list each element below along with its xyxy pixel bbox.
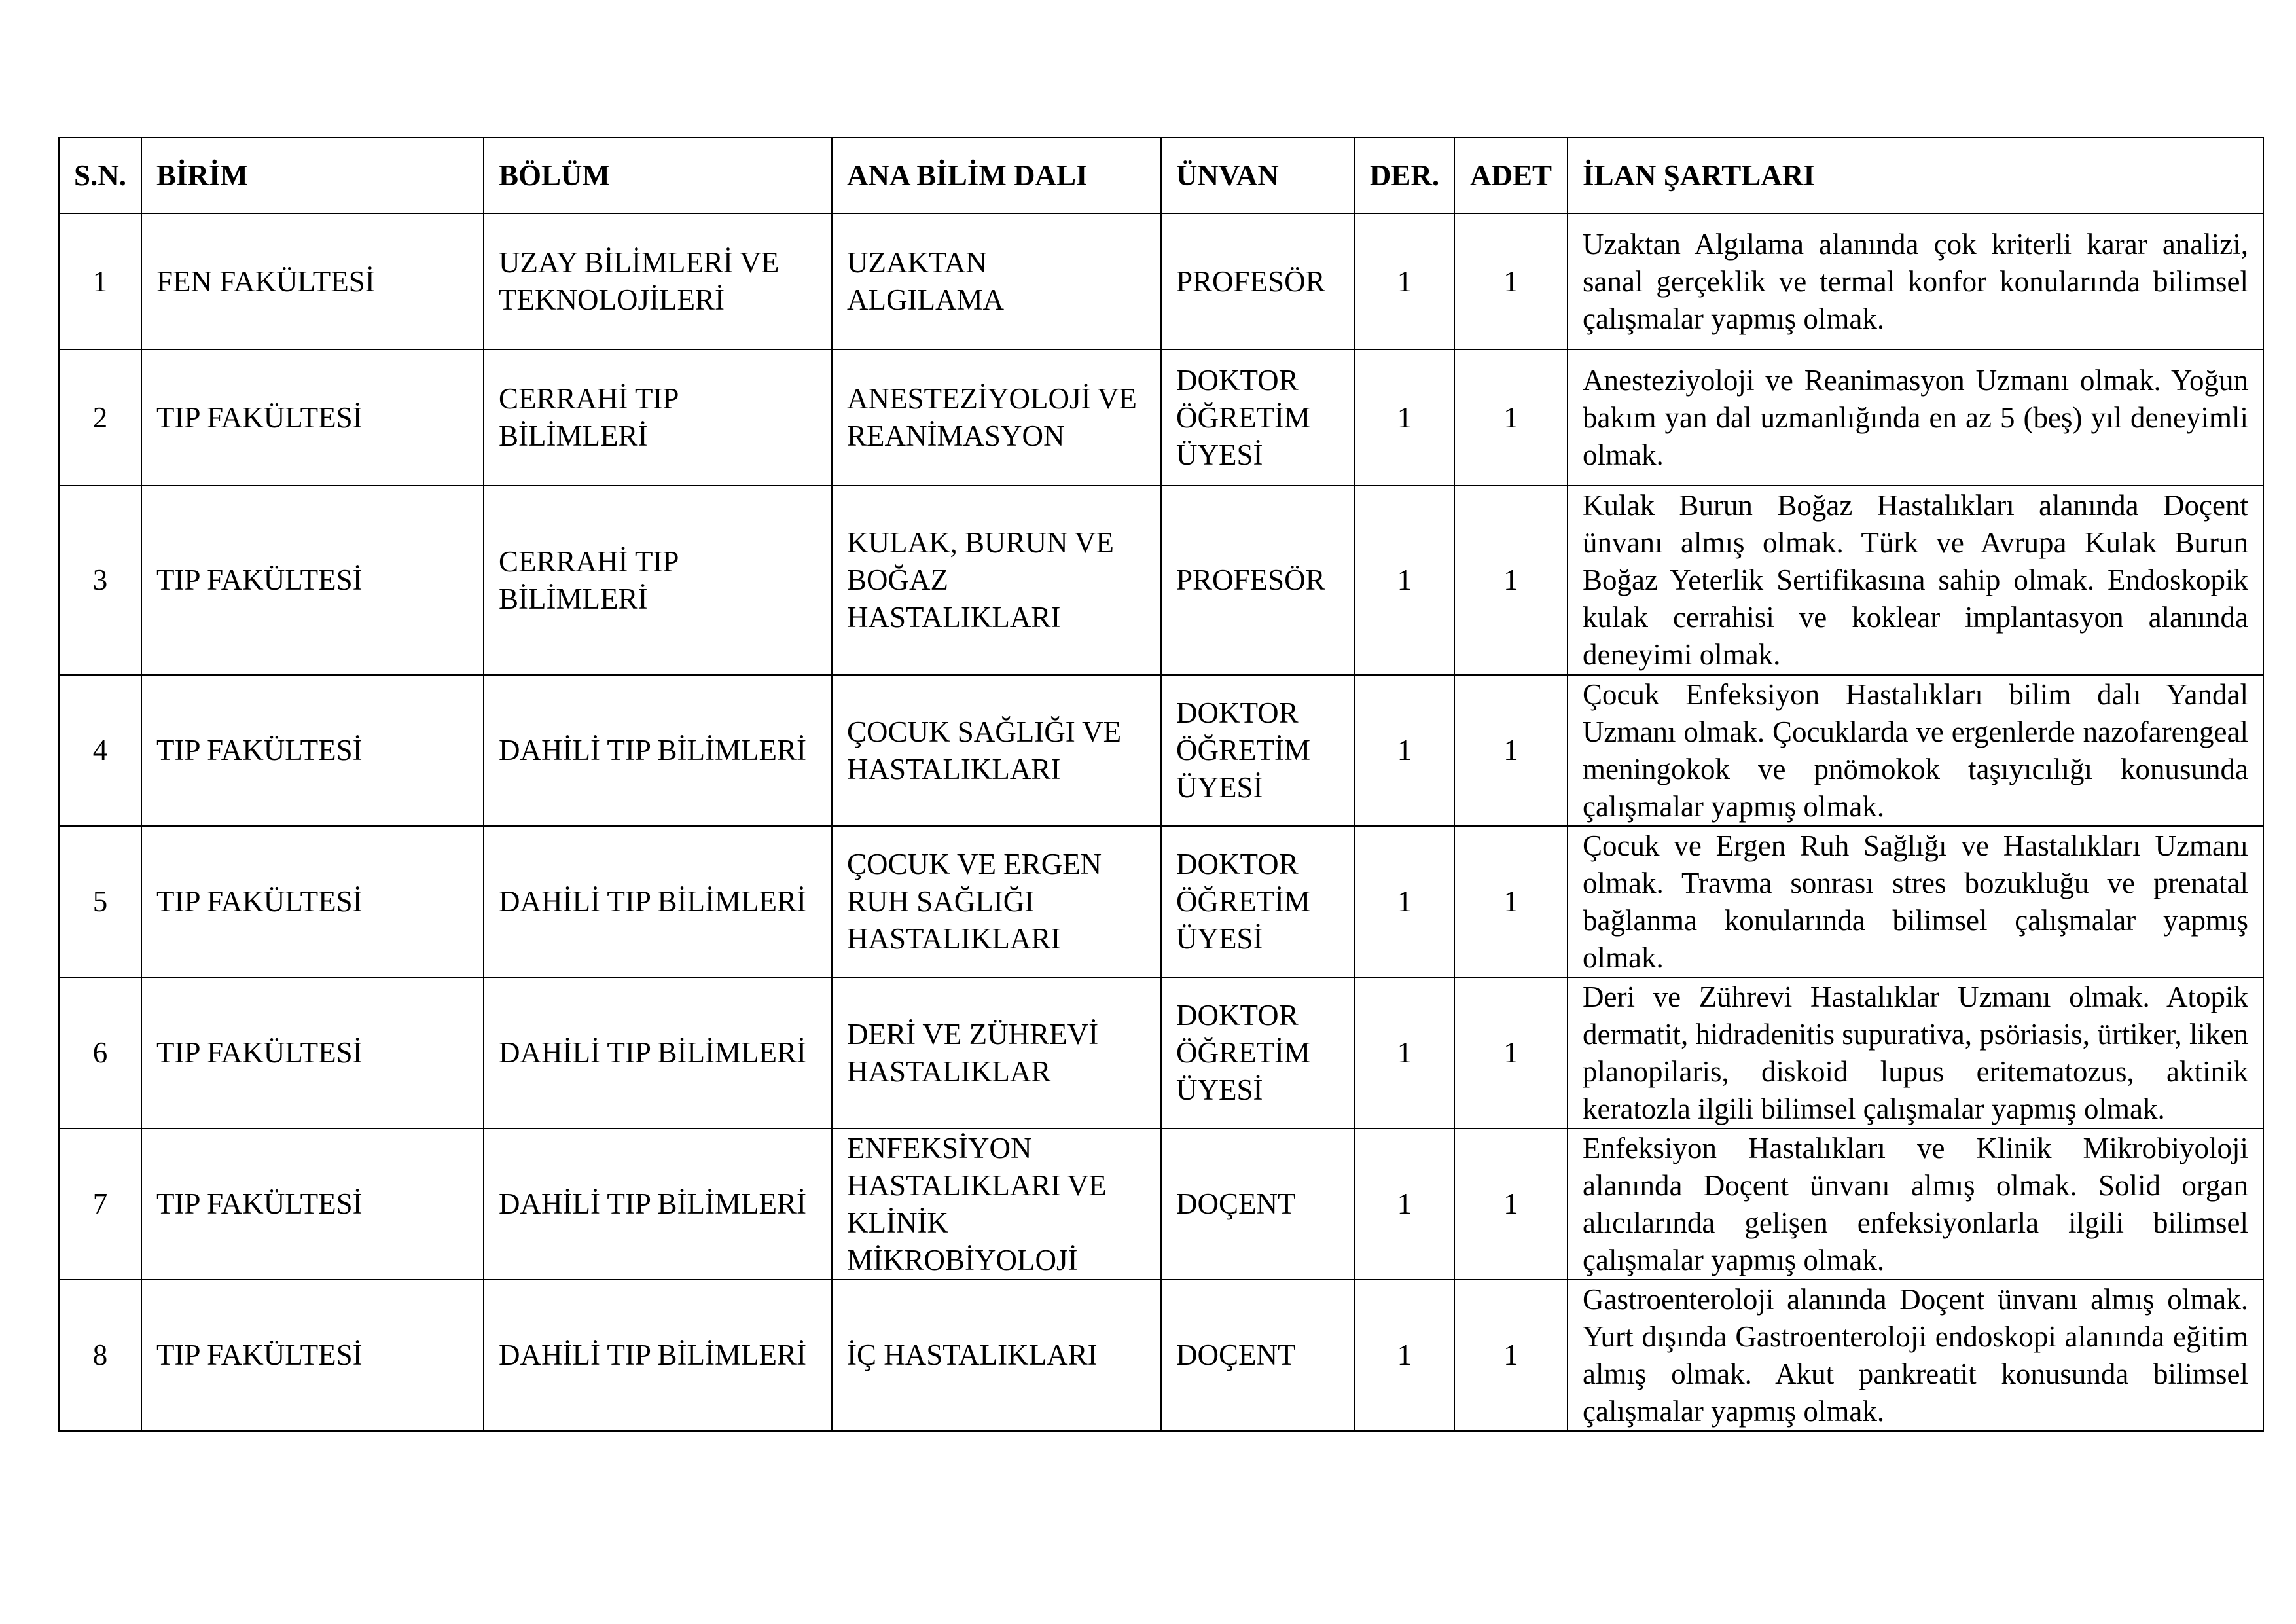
header-unvan: ÜNVAN [1161, 137, 1355, 213]
cell-ilan-sartlari: Enfeksiyon Hastalıkları ve Klinik Mikrobiyoloji alanında Doçent ünvanı almış olmak. Solid organ alıcılarında gelişen enfeksiyonlarla ilgili bilimsel çalışmalar yapmış olmak. [1568, 1128, 2263, 1280]
header-adet: ADET [1454, 137, 1568, 213]
cell-ana-bilim-dali: KULAK, BURUN VE BOĞAZ HASTALIKLARI [832, 486, 1161, 675]
cell-unvan: PROFESÖR [1161, 486, 1355, 675]
cell-unvan: DOKTOR ÖĞRETİM ÜYESİ [1161, 350, 1355, 486]
cell-ana-bilim-dali: UZAKTAN ALGILAMA [832, 213, 1161, 350]
cell-ilan-sartlari: Kulak Burun Boğaz Hastalıkları alanında Doçent ünvanı almış olmak. Türk ve Avrupa Kulak Burun Boğaz Yeterlik Sertifikasına sahip olmak. Endoskopik kulak cerrahisi ve koklear implantasyon alanında deneyimi olmak. [1568, 486, 2263, 675]
table-header-row [59, 137, 2263, 213]
cell-der: 1 [1355, 486, 1454, 675]
cell-birim: TIP FAKÜLTESİ [141, 350, 484, 486]
cell-sn: 8 [59, 1280, 141, 1431]
cell-ana-bilim-dali: ÇOCUK SAĞLIĞI VE HASTALIKLARI [832, 675, 1161, 826]
cell-ana-bilim-dali: ANESTEZİYOLOJİ VE REANİMASYON [832, 350, 1161, 486]
cell-adet: 1 [1454, 213, 1568, 350]
cell-ilan-sartlari: Gastroenteroloji alanında Doçent ünvanı almış olmak. Yurt dışında Gastroenteroloji endoskopi alanında eğitim almış olmak. Akut pankreatit konusunda bilimsel çalışmalar yapmış olmak. [1568, 1280, 2263, 1431]
cell-ilan-sartlari: Anesteziyoloji ve Reanimasyon Uzmanı olmak. Yoğun bakım yan dal uzmanlığında en az 5 (beş) yıl deneyimli olmak. [1568, 350, 2263, 486]
cell-unvan: DOKTOR ÖĞRETİM ÜYESİ [1161, 977, 1355, 1128]
table-row [59, 1128, 2263, 1280]
header-ana-bilim-dali: ANA BİLİM DALI [832, 137, 1161, 213]
cell-unvan: DOÇENT [1161, 1128, 1355, 1280]
cell-adet: 1 [1454, 1128, 1568, 1280]
cell-bolum: UZAY BİLİMLERİ VE TEKNOLOJİLERİ [484, 213, 832, 350]
table-row [59, 826, 2263, 977]
table-row [59, 486, 2263, 675]
cell-ana-bilim-dali: DERİ VE ZÜHREVİ HASTALIKLAR [832, 977, 1161, 1128]
cell-bolum: DAHİLİ TIP BİLİMLERİ [484, 1280, 832, 1431]
cell-unvan: DOÇENT [1161, 1280, 1355, 1431]
cell-birim: TIP FAKÜLTESİ [141, 1128, 484, 1280]
cell-sn: 6 [59, 977, 141, 1128]
header-bolum: BÖLÜM [484, 137, 832, 213]
cell-adet: 1 [1454, 350, 1568, 486]
header-der: DER. [1355, 137, 1454, 213]
table-row [59, 675, 2263, 826]
cell-der: 1 [1355, 675, 1454, 826]
cell-unvan: PROFESÖR [1161, 213, 1355, 350]
cell-sn: 4 [59, 675, 141, 826]
cell-bolum: DAHİLİ TIP BİLİMLERİ [484, 675, 832, 826]
cell-bolum: DAHİLİ TIP BİLİMLERİ [484, 1128, 832, 1280]
cell-ilan-sartlari: Çocuk ve Ergen Ruh Sağlığı ve Hastalıkları Uzmanı olmak. Travma sonrası stres bozukluğu ve prenatal bağlanma konularında bilimsel çalışmalar yapmış olmak. [1568, 826, 2263, 977]
cell-ana-bilim-dali: İÇ HASTALIKLARI [832, 1280, 1161, 1431]
cell-adet: 1 [1454, 826, 1568, 977]
cell-der: 1 [1355, 350, 1454, 486]
cell-birim: TIP FAKÜLTESİ [141, 826, 484, 977]
cell-bolum: CERRAHİ TIP BİLİMLERİ [484, 350, 832, 486]
cell-der: 1 [1355, 1280, 1454, 1431]
cell-der: 1 [1355, 826, 1454, 977]
header-ilan-sartlari: İLAN ŞARTLARI [1568, 137, 2263, 213]
table-row [59, 350, 2263, 486]
cell-adet: 1 [1454, 977, 1568, 1128]
cell-sn: 7 [59, 1128, 141, 1280]
table-row [59, 1280, 2263, 1431]
cell-adet: 1 [1454, 486, 1568, 675]
cell-sn: 3 [59, 486, 141, 675]
cell-ilan-sartlari: Uzaktan Algılama alanında çok kriterli karar analizi, sanal gerçeklik ve termal konfor konularında bilimsel çalışmalar yapmış olmak. [1568, 213, 2263, 350]
cell-sn: 2 [59, 350, 141, 486]
cell-sn: 5 [59, 826, 141, 977]
cell-ana-bilim-dali: ENFEKSİYON HASTALIKLARI VE KLİNİK MİKROBİYOLOJİ [832, 1128, 1161, 1280]
cell-der: 1 [1355, 1128, 1454, 1280]
table-row [59, 977, 2263, 1128]
cell-birim: FEN FAKÜLTESİ [141, 213, 484, 350]
cell-birim: TIP FAKÜLTESİ [141, 675, 484, 826]
cell-ana-bilim-dali: ÇOCUK VE ERGEN RUH SAĞLIĞI HASTALIKLARI [832, 826, 1161, 977]
cell-der: 1 [1355, 977, 1454, 1128]
cell-bolum: DAHİLİ TIP BİLİMLERİ [484, 977, 832, 1128]
header-sn: S.N. [59, 137, 141, 213]
cell-adet: 1 [1454, 1280, 1568, 1431]
cell-birim: TIP FAKÜLTESİ [141, 1280, 484, 1431]
cell-ilan-sartlari: Deri ve Zührevi Hastalıklar Uzmanı olmak. Atopik dermatit, hidradenitis supurativa, psöriasis, ürtiker, liken planopilaris, diskoid lupus eritematozus, aktinik keratozla ilgili bilimsel çalışmalar yapmış olmak. [1568, 977, 2263, 1128]
cell-sn: 1 [59, 213, 141, 350]
cell-birim: TIP FAKÜLTESİ [141, 977, 484, 1128]
cell-bolum: CERRAHİ TIP BİLİMLERİ [484, 486, 832, 675]
cell-birim: TIP FAKÜLTESİ [141, 486, 484, 675]
cell-unvan: DOKTOR ÖĞRETİM ÜYESİ [1161, 826, 1355, 977]
table-row [59, 213, 2263, 350]
cell-der: 1 [1355, 213, 1454, 350]
job-listing-table [58, 137, 2264, 1432]
cell-bolum: DAHİLİ TIP BİLİMLERİ [484, 826, 832, 977]
cell-ilan-sartlari: Çocuk Enfeksiyon Hastalıkları bilim dalı Yandal Uzmanı olmak. Çocuklarda ve ergenlerde nazofarengeal meningokok ve pnömokok taşıyıcılığı konusunda çalışmalar yapmış olmak. [1568, 675, 2263, 826]
cell-unvan: DOKTOR ÖĞRETİM ÜYESİ [1161, 675, 1355, 826]
header-birim: BİRİM [141, 137, 484, 213]
cell-adet: 1 [1454, 675, 1568, 826]
